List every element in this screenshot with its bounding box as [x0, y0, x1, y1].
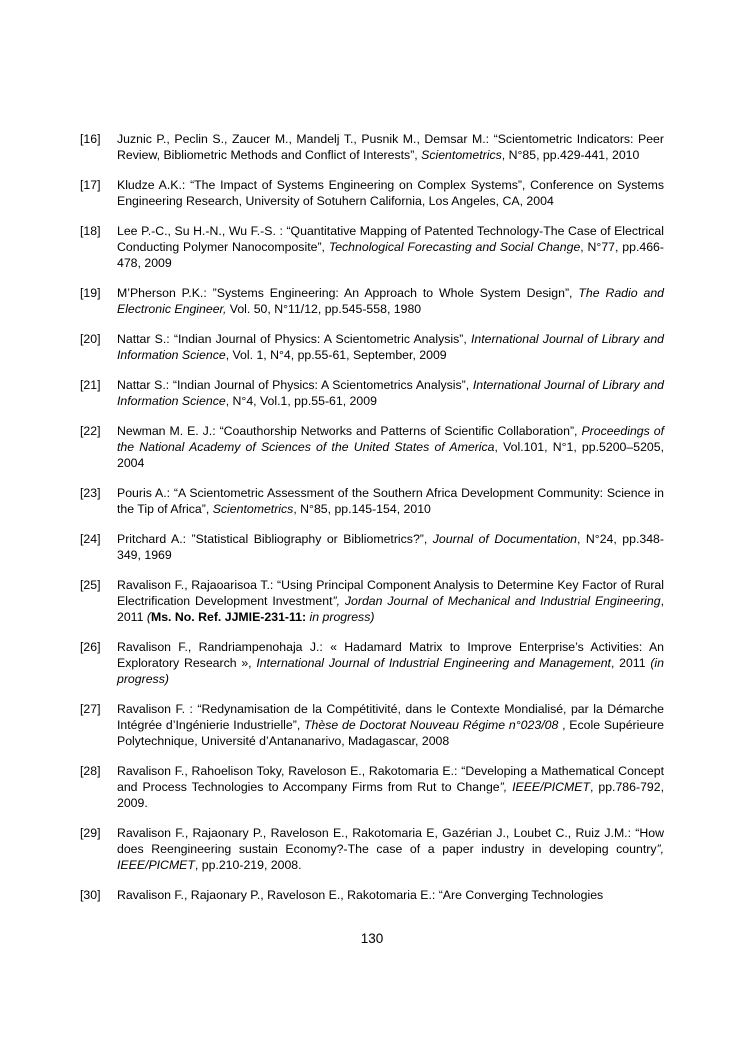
reference-text — [117, 531, 664, 563]
reference-item — [80, 177, 664, 209]
reference-segment: Ravalison F., Rajaonary P., Raveloson E., Rakotomaria E.: “Are Converging Technologies — [117, 888, 604, 902]
reference-italic-segment: The Radio and Electronic Engineer, — [117, 286, 664, 316]
reference-number: [26] — [80, 640, 101, 654]
reference-item — [80, 531, 664, 563]
reference-item — [80, 131, 664, 163]
reference-number: [28] — [80, 764, 101, 778]
reference-segment: , N°24, pp.348-349, 1969 — [117, 532, 664, 562]
reference-italic-segment: International Journal of Library and Information Science — [117, 378, 664, 408]
reference-segment: , N°4, Vol.1, pp.55-61, 2009 — [225, 394, 377, 408]
reference-segment: , 2011 — [610, 656, 651, 670]
reference-segment: , Vol. 1, N°4, pp.55-61, September, 2009 — [225, 348, 447, 362]
reference-number: [17] — [80, 178, 101, 192]
page-number: 130 — [360, 931, 384, 946]
reference-segment: , Ecole Supérieure Polytechnique, Université d’Antananarivo, Madagascar, 2008 — [117, 718, 664, 748]
reference-number: [21] — [80, 378, 101, 392]
reference-item — [80, 825, 664, 873]
reference-text — [117, 131, 664, 163]
reference-list — [80, 131, 664, 917]
reference-number: [23] — [80, 486, 101, 500]
reference-segment: Ravalison F., Randriampenohaja J.: « Hadamard Matrix to Improve Enterprise’s Activities: An Exploratory Research », — [117, 640, 664, 670]
reference-segment: Newman M. E. J.: “Coauthorship Networks and Patterns of Scientific Collaboration”, — [117, 424, 582, 438]
reference-segment: Pritchard A.: ”Statistical Bibliography or Bibliometrics?”, — [117, 532, 433, 546]
reference-segment: Ravalison F. : “Redynamisation de la Compétitivité, dans le Contexte Mondialisé, par la Démarche Intégrée d’Ingénierie Industrielle”, — [117, 702, 664, 732]
reference-number: [29] — [80, 826, 101, 840]
reference-bold-segment: Ms. No. Ref. JJMIE-231-11: — [150, 610, 307, 624]
reference-italic-segment: Proceedings of the National Academy of Sciences of the United States of America — [117, 424, 664, 454]
reference-number: [16] — [80, 132, 101, 146]
reference-segment: Pouris A.: “A Scientometric Assessment of the Southern Africa Development Community: Science in the Tip of Africa”, — [117, 486, 664, 516]
reference-segment: M’Pherson P.K.: ”Systems Engineering: An Approach to Whole System Design”, — [117, 286, 579, 300]
reference-item — [80, 701, 664, 749]
reference-segment: Juznic P., Peclin S., Zaucer M., Mandelj T., Pusnik M., Demsar M.: “Scientometric Indicators: Peer Review, Bibliometric Methods and Conflict of Interests”, — [117, 132, 664, 162]
reference-segment: , N°85, pp.429-441, 2010 — [501, 148, 640, 162]
reference-text — [117, 639, 664, 687]
reference-segment: Nattar S.: “Indian Journal of Physics: A Scientometric Analysis”, — [117, 332, 471, 346]
reference-segment: Lee P.-C., Su H.-N., Wu F.-S. : “Quantitative Mapping of Patented Technology-The Case of Electrical Conducting Polymer Nanocomposite”, — [117, 224, 664, 254]
reference-segment: Kludze A.K.: “The Impact of Systems Engineering on Complex Systems”, Conference on Systems Engineering Research, University of Sotuhern California, Los Angeles, CA, 2004 — [117, 178, 664, 208]
reference-number: [22] — [80, 424, 101, 438]
reference-text — [117, 223, 664, 271]
reference-text — [117, 701, 664, 749]
reference-italic-segment: Scientometrics — [421, 148, 502, 162]
reference-segment: , N°77, pp.466-478, 2009 — [117, 240, 664, 270]
reference-segment: Ravalison F., Rahoelison Toky, Raveloson E., Rakotomaria E.: “Developing a Mathematical Concept and Process Technologies to Accompany Firms from Rut to Change — [117, 764, 664, 794]
reference-segment: Vol. 50, N°11/12, pp.545-558, 1980 — [226, 302, 422, 316]
reference-item — [80, 577, 664, 625]
reference-text — [117, 177, 664, 209]
reference-italic-segment: ”, IEEE/PICMET — [499, 780, 590, 794]
reference-italic-segment: International Journal of Industrial Engineering and Management — [256, 656, 611, 670]
reference-number: [24] — [80, 532, 101, 546]
reference-segment: , pp.786-792, 2009. — [117, 780, 665, 810]
reference-italic-segment: in progress) — [306, 610, 375, 624]
reference-italic-segment: ”, IEEE/PICMET — [117, 842, 664, 872]
reference-item — [80, 377, 664, 409]
reference-text — [117, 285, 664, 317]
reference-segment: , 2011 — [117, 594, 664, 624]
reference-item — [80, 763, 664, 811]
reference-item — [80, 331, 664, 363]
reference-number: [18] — [80, 224, 101, 238]
reference-text — [117, 763, 664, 811]
reference-item — [80, 887, 664, 903]
reference-text — [117, 485, 664, 517]
reference-item — [80, 285, 664, 317]
reference-text — [117, 331, 664, 363]
reference-item — [80, 423, 664, 471]
reference-text — [117, 887, 664, 903]
reference-number: [30] — [80, 888, 101, 902]
reference-segment: Ravalison F., Rajaoarisoa T.: “Using Principal Component Analysis to Determine Key Factor of Rural Electrification Development Investment — [117, 578, 664, 608]
reference-text — [117, 423, 664, 471]
reference-number: [27] — [80, 702, 101, 716]
reference-text — [117, 577, 664, 625]
reference-text — [117, 825, 664, 873]
reference-number: [19] — [80, 286, 101, 300]
reference-italic-segment: Technological Forecasting and Social Change — [328, 240, 581, 254]
reference-item — [80, 639, 664, 687]
reference-segment: Nattar S.: “Indian Journal of Physics: A Scientometrics Analysis”, — [117, 378, 473, 392]
reference-item — [80, 223, 664, 271]
reference-italic-segment: Journal of Documentation — [432, 532, 578, 546]
reference-italic-segment: International Journal of Library and Information Science — [117, 332, 664, 362]
reference-number: [20] — [80, 332, 101, 346]
reference-item — [80, 485, 664, 517]
reference-italic-segment: ( — [146, 610, 151, 624]
reference-italic-segment: ”, Jordan Journal of Mechanical and Industrial Engineering — [332, 594, 661, 608]
reference-segment: , pp.210-219, 2008. — [194, 858, 302, 872]
reference-segment: , Vol.101, N°1, pp.5200–5205, 2004 — [117, 440, 664, 470]
reference-italic-segment: (in progress) — [117, 656, 664, 686]
reference-segment: , N°85, pp.145-154, 2010 — [293, 502, 431, 516]
reference-number: [25] — [80, 578, 101, 592]
reference-text — [117, 377, 664, 409]
reference-segment: Ravalison F., Rajaonary P., Raveloson E., Rakotomaria E, Gazérian J., Loubet C., Ruiz J.M.: “How does Reengineering sustain Economy?-The case of a paper industry in developing country — [117, 826, 664, 856]
reference-italic-segment: Scientometrics — [212, 502, 294, 516]
reference-italic-segment: Thèse de Doctorat Nouveau Régime n°023/08 — [304, 718, 559, 732]
